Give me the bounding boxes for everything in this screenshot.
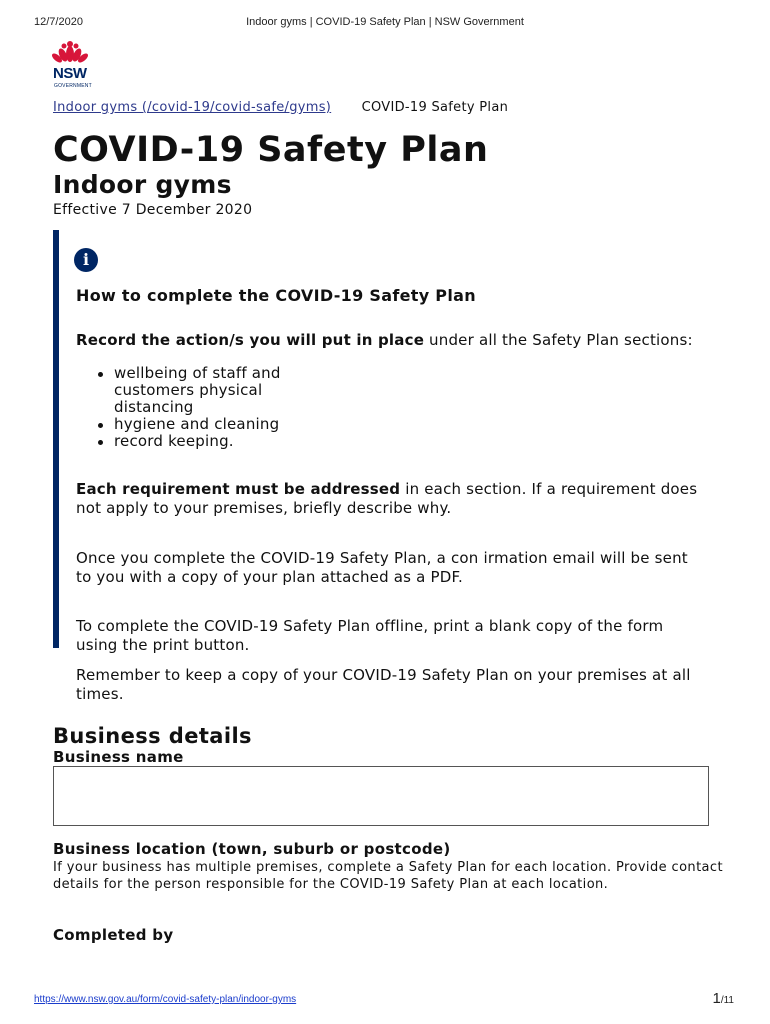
requirement-rest: in each section. If a requirement does not apply to your premises, briefly describe why.	[76, 480, 698, 517]
footer-url-link[interactable]: https://www.nsw.gov.au/form/covid-safety-plan/indoor-gyms	[34, 994, 297, 1005]
business-details-heading: Business details	[53, 724, 252, 748]
print-date: 12/7/2020	[34, 16, 83, 28]
page-current: 1	[712, 990, 721, 1007]
record-rest: under all the Safety Plan sections:	[424, 331, 693, 349]
callout-paragraph-offline: To complete the COVID-19 Safety Plan offline, print a blank copy of the form using the print button.	[76, 617, 664, 654]
completed-by-label: Completed by	[53, 926, 174, 944]
nsw-government-logo[interactable]	[52, 40, 90, 94]
business-name-label: Business name	[53, 748, 184, 766]
list-item: record keeping.	[96, 433, 346, 450]
info-icon: i	[74, 248, 98, 272]
list-item: wellbeing of staff and customers physical distancing	[96, 365, 346, 416]
callout-paragraph-requirement	[76, 480, 706, 518]
effective-date: Effective 7 December 2020	[53, 202, 253, 218]
list-item: hygiene and cleaning	[96, 416, 346, 433]
logo-text: NSW	[53, 65, 87, 82]
print-footer	[34, 990, 734, 1007]
business-location-label: Business location (town, suburb or postcode)	[53, 840, 451, 858]
page-number	[712, 990, 734, 1007]
business-name-input[interactable]	[53, 766, 709, 826]
callout-paragraph-confirmation: Once you complete the COVID-19 Safety Plan, a con irmation email will be sent to you with a copy of your plan attached as a PDF.	[76, 549, 688, 586]
breadcrumb-link-indoor-gyms[interactable]: Indoor gyms (/covid-19/covid-safe/gyms)	[53, 100, 332, 115]
callout-heading: How to complete the COVID-19 Safety Plan	[76, 286, 476, 305]
page-subtitle: Indoor gyms	[53, 170, 232, 199]
page-total: /11	[720, 995, 734, 1006]
callout-paragraph-record	[76, 331, 706, 350]
breadcrumb-current: COVID-19 Safety Plan	[361, 100, 509, 115]
record-bold: Record the action/s you will put in place	[76, 331, 425, 349]
breadcrumb	[53, 100, 508, 115]
requirement-bold: Each requirement must be addressed	[76, 480, 401, 498]
business-location-help: If your business has multiple premises, complete a Safety Plan for each location. Provide contact details for the person responsible for the COVID-19 Safety Plan at each location.	[53, 860, 723, 892]
print-document-title: Indoor gyms | COVID-19 Safety Plan | NSW Government	[246, 16, 524, 28]
safety-plan-sections-list	[96, 365, 346, 450]
waratah-icon	[52, 40, 88, 66]
page-title: COVID-19 Safety Plan	[53, 130, 489, 170]
logo-subtext: GOVERNMENT	[54, 83, 92, 89]
callout-paragraph-remember: Remember to keep a copy of your COVID-19 Safety Plan on your premises at all times.	[76, 666, 691, 703]
